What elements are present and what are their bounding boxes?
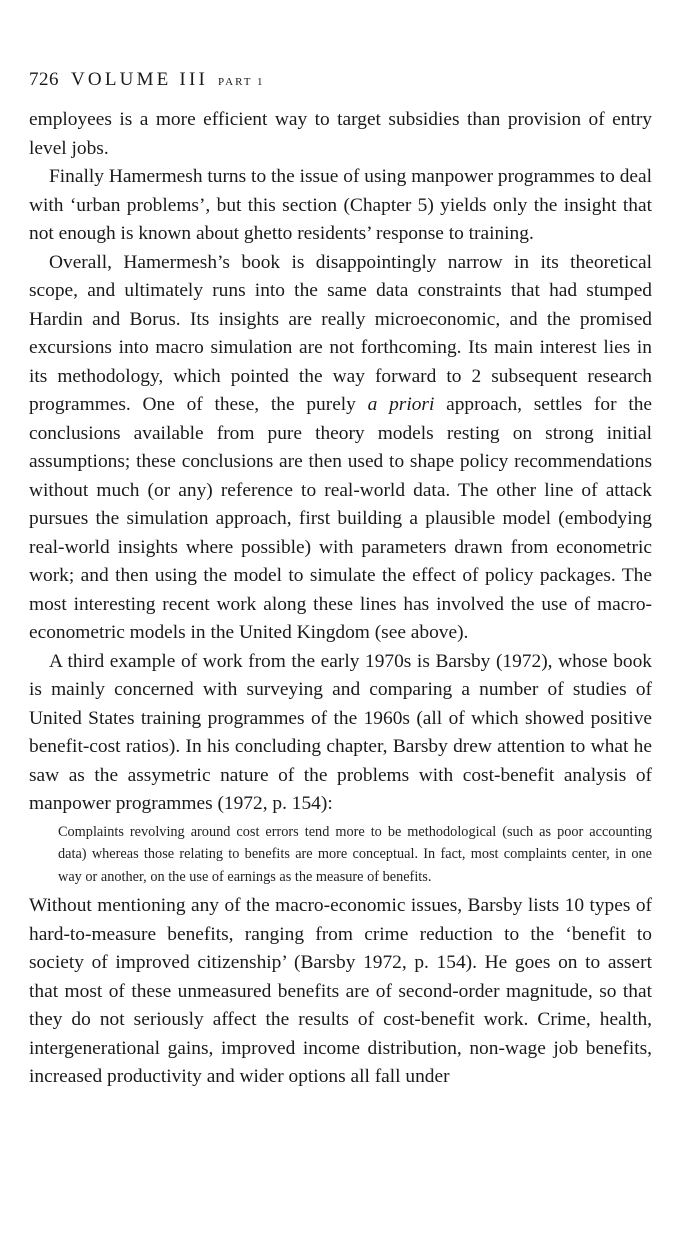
italic-a-priori: a priori	[367, 394, 435, 415]
block-quote: Complaints revolving around cost errors tend more to be methodological (such as poor accounting data) whereas those relating to benefits are more conceptual. In fact, most complaints center, in one way or another, on the use of earnings as the measure of benefits.	[58, 823, 652, 885]
paragraph-barsby: A third example of work from the early 1970s is Barsby (1972), whose book is mainly concerned with surveying and comparing a number of studies of United States training programmes of the 1960s (all of which showed positive benefit-cost ratios). In his concluding chapter, Barsby drew attention to what he saw as the assymetric nature of the problems with cost-benefit analysis of manpower programmes (1972, p. 154):	[29, 650, 652, 814]
paragraph-text-end: approach, settles for the conclusions available from pure theory models resting on strong initial assumptions; these conclusions are then used to shape policy recommendations without much (or any) reference to real-world data. The other line of attack pursues the simulation approach, first building a plausible model (embodying real-world insights where possible) with parameters drawn from econometric work; and then using the model to simulate the effect of policy packages. The most interesting recent work along these lines has involved the use of macro-econometric models in the United Kingdom (see above).	[29, 394, 653, 643]
paragraph-barsby-benefits: Without mentioning any of the macro-economic issues, Barsby lists 10 types of hard-to-measure benefits, ranging from crime reduction to the ‘benefit to society of improved citizenship’ (Barsby 1972, p. 154). He goes on to assert that most of these unmeasured benefits are of second-order magnitude, so that they do not seriously affect the results of cost-benefit work. Crime, health, intergenerational gains, improved income distribution, non-wage job benefits, increased productivity and wider options all fall under	[29, 895, 652, 1087]
paragraph-hamermesh-overall	[29, 249, 652, 648]
page-number: 726	[29, 69, 59, 90]
part-label: PART 1	[218, 76, 265, 88]
paragraph-text-start: Overall, Hamermesh’s book is disappointingly narrow in its theoretical scope, and ultimately runs into the same data constraints that had stumped Hardin and Borus. Its insights are really microeconomic, and the promised excursions into macro simulation are not forthcoming. Its main interest lies in its methodology, which pointed the way forward to 2 subsequent research programmes. One of these, the purely	[29, 251, 652, 415]
running-head	[29, 68, 652, 94]
paragraph-hamermesh-urban: Finally Hamermesh turns to the issue of using manpower programmes to deal with ‘urban problems’, but this section (Chapter 5) yields only the insight that not enough is known about ghetto residents’ response to training.	[29, 166, 652, 244]
book-page	[29, 68, 652, 1092]
volume-label: VOLUME III	[71, 69, 209, 90]
paragraph-continuation: employees is a more efficient way to target subsidies than provision of entry level jobs.	[29, 109, 652, 159]
